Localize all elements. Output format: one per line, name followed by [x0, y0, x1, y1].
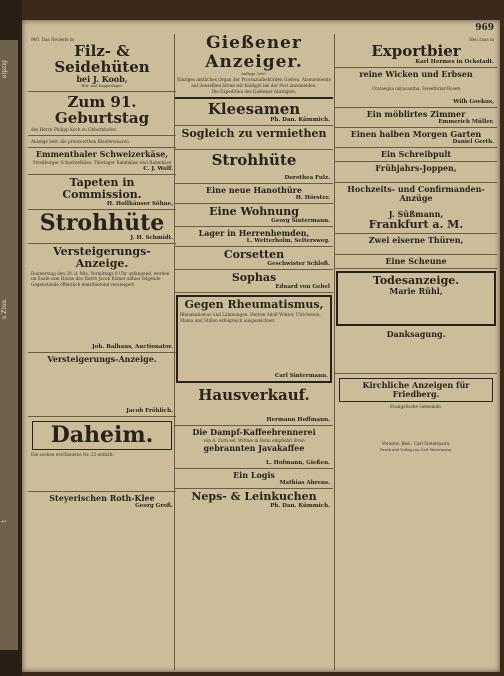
ad-subtitle: Hut- und Kappenlager.: [81, 84, 123, 89]
circulation: Auflage 3000.: [241, 72, 267, 76]
ad-obituary: [336, 271, 496, 326]
ad-garden: [335, 128, 497, 148]
ad-title: Einen halben Morgen Garten: [350, 128, 482, 139]
ad-signature: Daniel Gerth.: [452, 138, 494, 145]
masthead: [175, 34, 333, 99]
ad-for-rent: [175, 126, 333, 150]
ad-barn: [335, 255, 497, 269]
ad-clothing: [28, 136, 176, 148]
ad-signature: Eduard von Gebel: [275, 284, 330, 291]
ad-title: Ein Logis: [233, 470, 275, 481]
edge-text: s Zinn: [1, 300, 8, 319]
ad-signature: Dorothea Fulz.: [284, 175, 330, 182]
ad-text: Donnerstag den 28. d. Mts. Vormittags 9 Uhr anfangend, werden im Saale zum Hause des Herrn Jacob Römer allhier folgende Gegenstände öffentlich meistbietend versteigert.: [31, 271, 170, 287]
ad-suits: [335, 183, 497, 234]
ad-felt-hats: [28, 34, 176, 92]
previous-page-strip: [0, 40, 18, 650]
ad-title: Frühjahrs-Joppen,: [375, 162, 457, 173]
ad-thanks: [335, 328, 497, 374]
ad-signature: J. Süßmann,: [388, 209, 444, 220]
ad-title: Zum 91. Geburtstag: [54, 92, 150, 127]
ad-signature: Geschwister Schloß.: [267, 261, 330, 268]
ad-house-sale: [175, 385, 333, 425]
ad-daheim: [28, 417, 176, 492]
ad-signature: Wilh Goekus,: [453, 98, 494, 105]
ad-title: Kleesamen: [207, 100, 301, 119]
ad-title: Lager in Herrenhemden,: [198, 228, 310, 239]
ad-title: Zwei eiserne Thüren,: [368, 235, 464, 246]
page-number: 969: [475, 23, 494, 33]
ad-linseed-cakes: [175, 489, 333, 511]
ad-text: Anzeige betr. die preiswerthen Kleiderwaaren: [31, 138, 129, 144]
ad-title: Emmenthaler Schweizerkäse,: [35, 149, 169, 160]
ad-title: Versteigerungs-Anzeige.: [47, 353, 157, 364]
column-left: [28, 34, 176, 670]
ad-title: Ein möblirtes Zimmer: [366, 108, 466, 119]
ad-apartment: [175, 204, 333, 227]
ad-straw-hats-2: [175, 150, 333, 184]
ad-signature: Ph. Dan. Kümmich.: [270, 117, 330, 124]
ad-signature: Ph. Dan. Kümmich.: [270, 503, 330, 510]
ad-jackets: [335, 162, 497, 183]
ad-signature: Georg Groß.: [135, 503, 173, 510]
ad-title: Sophas: [231, 271, 277, 285]
column-right: [334, 34, 497, 670]
ad-door: [175, 184, 333, 204]
ad-church: [335, 374, 497, 454]
ad-cheese: [28, 148, 176, 175]
column-middle: [174, 34, 333, 670]
ad-signature: J. H. Schmidt.: [130, 235, 173, 242]
ad-title: Eine neue Hanothüre: [206, 185, 302, 196]
ad-title: Gegen Rheumatismus,: [184, 298, 324, 312]
ad-auction-2: [28, 353, 176, 417]
ad-title: Corsetten: [223, 248, 285, 262]
masthead-signature: Die Expedition des Gießener Anzeigers.: [211, 88, 297, 94]
ad-straw-hats: [28, 210, 176, 244]
ad-signature: C. J. Wolf.: [143, 166, 173, 173]
newspaper-title: Gießener Anzeiger.: [205, 34, 303, 72]
ad-lead: Neu raus in: [469, 37, 494, 42]
ad-birthday: [28, 92, 176, 136]
ad-red-clover: [28, 492, 176, 511]
ad-title: Versteigerungs-Anzeige.: [53, 245, 151, 271]
ad-lodging: [175, 469, 333, 489]
edge-text: eipzig: [1, 60, 8, 79]
ad-text: Straßburger Schachtelkäse, Thüringer Rahmkäse und Rahmkäse: [32, 160, 172, 166]
ad-signature: H. Hollhäuser Söhne,: [106, 201, 173, 208]
ad-signature: Georg Sintermann.: [271, 218, 330, 225]
ad-signature: L. Hofmann, Gießen.: [265, 460, 330, 467]
ad-furnished-room: [335, 108, 497, 128]
ad-sofas: [175, 270, 333, 293]
ad-subtitle: gebrannten Javakaffee: [203, 443, 305, 454]
ad-signature: Emmerich Müller.: [438, 118, 494, 125]
ad-desk: [335, 148, 497, 162]
ad-title: Eine Scheune: [385, 256, 447, 267]
ad-title: Die Dampf-Kaffeebrennerei: [192, 426, 316, 437]
masthead-text: Einziges amtliches Organ der Provinzialbehörden Gießen. Abonnements auf denselben bitten wir baldigst bei der Post anzumelden.: [177, 77, 331, 88]
ad-text: von A. Zorn sel. Wittwe in Bonn empfiehlt ihren: [203, 437, 305, 443]
ad-title: Strohhüte: [39, 210, 165, 237]
ad-rheumatism: [176, 295, 332, 383]
ad-signature: Karl Hermes in Ockstadt.: [415, 59, 494, 66]
ad-text: Crataegus oxyacantha, Sweetbriar-Rosen: [371, 86, 461, 92]
edge-text: t: [1, 520, 8, 523]
newspaper-page: [22, 20, 500, 672]
ad-title: Eine Wohnung: [209, 205, 299, 219]
ad-title: Sogleich zu vermiethen: [181, 127, 327, 141]
ad-signature: Verantw. Red.: Carl Sintermann.: [381, 441, 451, 447]
imprint: Druck und Verlag von Carl Sintermann.: [379, 447, 453, 452]
ad-iron-doors: [335, 234, 497, 255]
ad-corsets: [175, 247, 333, 270]
ad-title: Tapeten in Commission.: [62, 176, 142, 202]
ad-text: Evangelische Gemeinde.: [389, 404, 443, 410]
ad-title: Ein Schreibpult: [380, 148, 452, 159]
ad-title: Filz- & Seidehüten: [54, 42, 150, 77]
ad-auction-1: [28, 244, 176, 352]
ad-signature: L. Wetterholm, Seltersweg.: [246, 238, 330, 245]
ad-signature: Hermann Hoffmann.: [266, 416, 330, 423]
ad-wallpaper: [28, 175, 176, 210]
ad-title: Daheim.: [32, 421, 172, 450]
ad-text: Die soeben erschienene Nr. 25 enthält:: [31, 452, 115, 458]
ad-clover-seed: [175, 99, 333, 126]
ad-signature: Jacob Fröhlich.: [126, 408, 173, 415]
ad-signature: Joh. Balhaus, Auctionator.: [92, 343, 173, 350]
ad-title: Kirchliche Anzeigen für Friedberg.: [339, 378, 493, 402]
ad-text: Rheumatismus und Lähmungen. Herren Adolf Winter, Ulrichstein, Mama und Stillen erfolgreich ausgezeichnet.: [180, 312, 321, 323]
ad-title: Strohhüte: [211, 151, 297, 170]
ad-title: Hochzeits- und Confirmanden-Anzüge: [347, 184, 485, 204]
ad-text: Marie Rühl,: [389, 286, 443, 297]
ad-city: Frankfurt a. M.: [368, 218, 464, 232]
ad-title: Danksagung.: [386, 329, 446, 340]
ad-shirts: [175, 227, 333, 247]
ad-title: Todesanzeige.: [372, 274, 460, 288]
ad-title: Exportbier: [371, 42, 461, 61]
ad-title: Hausverkauf.: [198, 386, 310, 405]
ad-title: Neps- & Leinkuchen: [191, 490, 317, 504]
ad-title: Steyerischen Roth-Klee: [49, 493, 155, 504]
ad-signature: Mathias Ahrens.: [279, 480, 330, 487]
ad-signature: Carl Sintermann.: [274, 373, 328, 380]
ad-lead: 960. Das Neueste in: [31, 37, 74, 42]
ad-title: reine Wicken und Erbsen: [359, 69, 473, 80]
page-edge: [0, 0, 22, 676]
ad-text: des Herrn Philipp Koch zu Obbornhofen: [31, 126, 117, 132]
ad-coffee: [175, 426, 333, 469]
ad-signature: H. Hörster.: [295, 195, 330, 202]
ad-vendor: bei J. Koob,: [76, 74, 128, 85]
ad-export-beer: [335, 34, 497, 68]
ad-vetch-peas: [335, 68, 497, 108]
